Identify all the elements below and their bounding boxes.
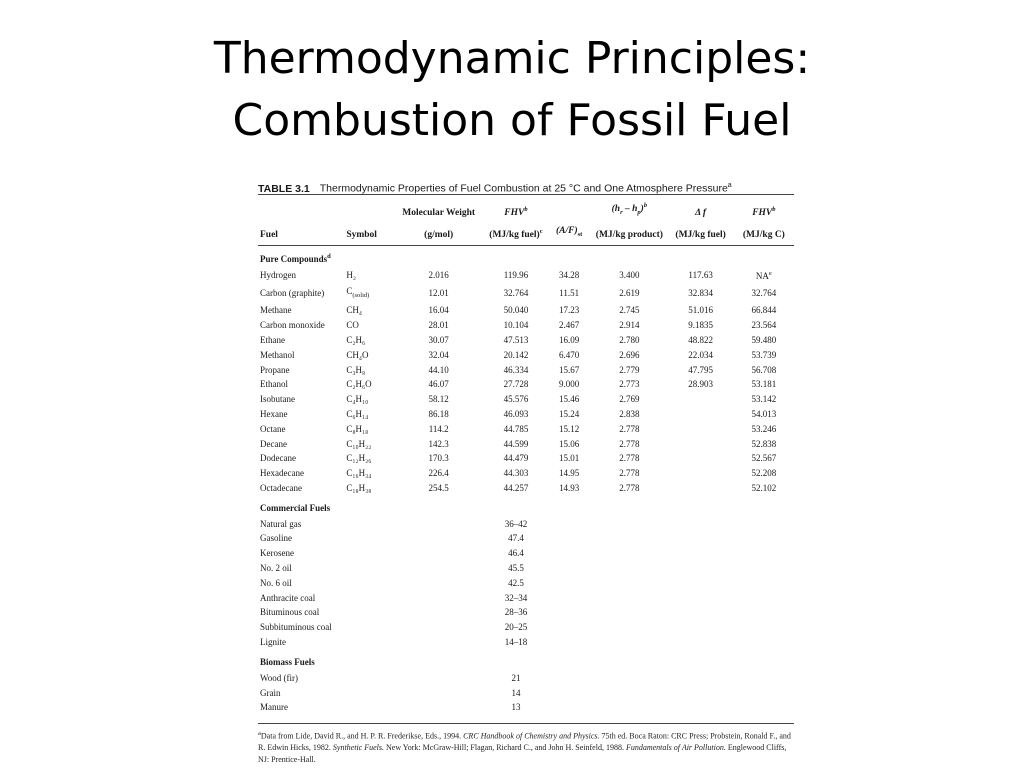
table-number: TABLE 3.1 [258, 182, 310, 195]
cell-hr: 2.778 [619, 482, 640, 493]
cell-fhv: 44.599 [503, 438, 529, 449]
section-pure-compounds: Pure Compounds$^d$ [260, 253, 331, 265]
section-label: Pure Compounds [260, 254, 328, 265]
cell-df [668, 605, 734, 620]
cell-fhvc [734, 635, 794, 650]
cell-symbol [346, 517, 392, 532]
cell-hr [591, 635, 667, 650]
cell-hr [591, 546, 667, 561]
cell-mw: 44.10 [428, 364, 449, 375]
cell-hr: 2.778 [619, 438, 640, 449]
cell-mw: 46.07 [428, 379, 449, 390]
cell-fhv: 20.142 [503, 349, 529, 360]
cell-fuel: Subbituminous coal [260, 622, 332, 633]
header-df-top: Δ f [695, 208, 707, 219]
cell-af: 15.67 [559, 364, 580, 375]
cell-hr: 2.773 [619, 379, 640, 390]
cell-mw [393, 700, 485, 715]
cell-hr [591, 576, 667, 591]
table-row [258, 561, 794, 576]
cell-df: 9.1835 [688, 320, 713, 331]
cell-af: 15.06 [559, 438, 580, 449]
cell-symbol [346, 531, 392, 546]
cell-symbol: C₆H₁₄ [346, 408, 369, 419]
section-biomass-fuels [258, 650, 794, 671]
cell-fhvc: 59.480 [751, 334, 777, 345]
cell-symbol [346, 576, 392, 591]
cell-hr: 3.400 [619, 269, 640, 280]
cell-hr [591, 605, 667, 620]
cell-fhvc: 53.181 [751, 379, 777, 390]
cell-hr: 2.914 [619, 320, 640, 331]
cell-af [547, 576, 591, 591]
table-row [258, 267, 794, 284]
table-row [258, 363, 794, 378]
cell-fhvc: 52.567 [751, 453, 777, 464]
table-row [258, 671, 794, 686]
cell-symbol: $C_{(solid)}$ [346, 285, 370, 299]
properties-table [258, 195, 794, 715]
cell-mw [393, 686, 485, 701]
header-fhv-top: FHV$^b$ [504, 205, 528, 219]
cell-fhv: 10.104 [503, 320, 529, 331]
cell-fhv: 46.334 [503, 364, 529, 375]
cell-fhvc [734, 591, 794, 606]
cell-df: 28.903 [688, 379, 713, 390]
cell-hr [591, 671, 667, 686]
cell-mw: 170.3 [428, 453, 449, 464]
table-row [258, 517, 794, 532]
cell-af [547, 531, 591, 546]
cell-df [668, 422, 734, 437]
cell-symbol [346, 620, 392, 635]
header-hr-unit: (MJ/kg product) [591, 220, 667, 245]
cell-af: 15.24 [559, 408, 580, 419]
cell-fuel: Ethanol [260, 379, 288, 390]
table-row [258, 348, 794, 363]
table-row [258, 591, 794, 606]
cell-symbol [346, 671, 392, 686]
cell-hr [591, 700, 667, 715]
table-row [258, 437, 794, 452]
cell-af [547, 620, 591, 635]
cell-df [668, 591, 734, 606]
cell-fuel: Natural gas [260, 518, 302, 529]
cell-symbol: C₁₀H₂₂ [346, 438, 372, 449]
cell-af [547, 635, 591, 650]
cell-fhvc: 53.142 [751, 394, 777, 405]
cell-fuel: Hexane [260, 408, 288, 419]
cell-fhvc: 23.564 [751, 320, 777, 331]
cell-af: 15.46 [559, 394, 580, 405]
table-row [258, 284, 794, 304]
cell-af [547, 517, 591, 532]
cell-fhv: 45.5 [508, 563, 524, 574]
cell-symbol [346, 635, 392, 650]
cell-hr: 2.778 [619, 468, 640, 479]
cell-hr: 2.838 [619, 408, 640, 419]
table-caption [258, 178, 794, 195]
cell-af [547, 561, 591, 576]
cell-af: 6.470 [559, 349, 580, 360]
cell-symbol [346, 546, 392, 561]
cell-fhvc [734, 561, 794, 576]
cell-df [668, 517, 734, 532]
cell-df: 32.834 [688, 288, 713, 299]
cell-symbol [346, 686, 392, 701]
cell-hr [591, 517, 667, 532]
cell-fhv: 42.5 [508, 577, 524, 588]
cell-fhv: 50.040 [503, 305, 529, 316]
cell-fhvc [734, 576, 794, 591]
header-symbol: Symbol [346, 220, 392, 245]
cell-fuel: Gasoline [260, 533, 292, 544]
cell-df: 47.795 [688, 364, 713, 375]
table-row [258, 481, 794, 496]
cell-mw: 142.3 [428, 438, 449, 449]
cell-af: 15.12 [559, 423, 580, 434]
header-fhv-unit: (MJ/kg fuel)$^c$ [485, 220, 547, 245]
cell-df: 51.016 [688, 305, 713, 316]
header-af: $(A/F)_{st}$ [547, 220, 591, 245]
header-fuel: Fuel [258, 220, 346, 245]
cell-mw [393, 531, 485, 546]
cell-fhv: 46.4 [508, 548, 524, 559]
cell-fhvc: 66.844 [751, 305, 777, 316]
table-row [258, 303, 794, 318]
cell-mw [393, 561, 485, 576]
cell-fuel: Octadecane [260, 482, 302, 493]
cell-fuel: Manure [260, 702, 288, 713]
cell-symbol: CH₄ [346, 305, 362, 316]
header-hr-top: $(h_r - h_p)^b$ [611, 202, 648, 217]
table-row [258, 377, 794, 392]
table-row [258, 466, 794, 481]
cell-af: 14.93 [559, 482, 580, 493]
header-row-top [258, 195, 794, 220]
section-commercial-fuels [258, 496, 794, 517]
cell-fuel: Wood (fir) [260, 672, 299, 683]
cell-symbol: C₃H₈ [346, 364, 366, 375]
cell-df [668, 686, 734, 701]
cell-af: 14.95 [559, 468, 580, 479]
cell-mw [393, 605, 485, 620]
cell-af [547, 671, 591, 686]
cell-df [668, 576, 734, 591]
cell-df [668, 546, 734, 561]
cell-fhvc [734, 546, 794, 561]
cell-symbol: CH₄O [346, 349, 369, 360]
cell-symbol: CO [346, 320, 359, 331]
cell-af: 17.23 [559, 305, 580, 316]
cell-df [668, 531, 734, 546]
table-row [258, 576, 794, 591]
cell-fhv: 47.4 [508, 533, 524, 544]
cell-fhvc: 53.739 [751, 349, 777, 360]
cell-fuel: Ethane [260, 334, 285, 345]
cell-fuel: Hexadecane [260, 468, 304, 479]
cell-mw [393, 620, 485, 635]
header-fhvc-unit: (MJ/kg C) [734, 220, 794, 245]
cell-mw: 32.04 [428, 349, 449, 360]
table-caption-text: Thermodynamic Properties of Fuel Combustion at 25 °C and One Atmosphere Pressure [319, 182, 728, 195]
table-row [258, 318, 794, 333]
cell-mw: 86.18 [428, 408, 449, 419]
cell-fhv: 32.764 [503, 288, 529, 299]
cell-hr: 2.778 [619, 423, 640, 434]
cell-fhvc [734, 700, 794, 715]
cell-fuel: Methanol [260, 349, 295, 360]
cell-symbol: C₈H₁₈ [346, 423, 369, 434]
cell-hr [591, 620, 667, 635]
cell-fuel: Anthracite coal [260, 592, 316, 603]
cell-hr [591, 531, 667, 546]
cell-fuel: Hydrogen [260, 269, 296, 280]
cell-mw [393, 591, 485, 606]
cell-fuel: Dodecane [260, 453, 296, 464]
cell-df: 48.822 [688, 334, 713, 345]
cell-df: 22.034 [688, 349, 713, 360]
cell-df [668, 700, 734, 715]
cell-df [668, 392, 734, 407]
cell-fuel: Methane [260, 305, 292, 316]
cell-fuel: Kerosene [260, 548, 294, 559]
slide-title-line-2: Combustion of Fossil Fuel [232, 95, 792, 146]
cell-fuel: No. 2 oil [260, 563, 292, 574]
cell-symbol: H₂ [346, 269, 356, 280]
cell-df [668, 620, 734, 635]
header-mw-unit: (g/mol) [393, 220, 485, 245]
cell-mw: 12.01 [428, 288, 449, 299]
cell-af [547, 546, 591, 561]
cell-fhv: 46.093 [503, 408, 529, 419]
cell-fhvc: 54.013 [751, 408, 777, 419]
cell-fuel: Propane [260, 364, 290, 375]
cell-mw: 58.12 [428, 394, 449, 405]
cell-mw: 114.2 [428, 423, 449, 434]
cell-af: 34.28 [559, 269, 580, 280]
header-df-unit: (MJ/kg fuel) [668, 220, 734, 245]
slide-title [0, 28, 1024, 152]
table-row [258, 620, 794, 635]
cell-mw: 16.04 [428, 305, 449, 316]
cell-fhv: 44.257 [503, 482, 529, 493]
cell-fuel: Decane [260, 438, 287, 449]
cell-fuel: Bituminous coal [260, 607, 320, 618]
header-mw-top: Molecular Weight [402, 208, 476, 219]
cell-symbol: C₁₂H₂₆ [346, 453, 372, 464]
table-row [258, 407, 794, 422]
cell-symbol: C₂H₆O [346, 379, 372, 390]
cell-symbol: C₁₈H₃₈ [346, 482, 372, 493]
cell-symbol [346, 605, 392, 620]
cell-mw: 254.5 [428, 482, 449, 493]
cell-fuel: Grain [260, 687, 281, 698]
cell-fhv: 47.513 [503, 334, 529, 345]
cell-af: 11.51 [559, 288, 580, 299]
cell-fhv: 45.576 [503, 394, 529, 405]
table-row [258, 546, 794, 561]
cell-fhvc [734, 686, 794, 701]
cell-symbol [346, 591, 392, 606]
cell-df [668, 451, 734, 466]
cell-fhv: 28–36 [504, 607, 528, 618]
cell-mw: 28.01 [428, 320, 449, 331]
header-fhvc-top: FHV$^b$ [752, 205, 776, 219]
cell-fhvc: 52.102 [751, 482, 777, 493]
table-row [258, 686, 794, 701]
cell-fhv: 32–34 [504, 592, 528, 603]
table-figure [258, 178, 794, 765]
cell-df [668, 407, 734, 422]
cell-fhv: 44.479 [503, 453, 529, 464]
cell-df: 117.63 [688, 269, 713, 280]
cell-df [668, 671, 734, 686]
cell-fhvc: 52.838 [751, 438, 777, 449]
slide-title-line-1: Thermodynamic Principles: [213, 33, 811, 84]
table-row [258, 700, 794, 715]
cell-mw: 2.016 [428, 269, 449, 280]
cell-fhv: 119.96 [503, 269, 529, 280]
table-row [258, 333, 794, 348]
cell-hr: 2.696 [619, 349, 640, 360]
section-label: Biomass Fuels [260, 656, 315, 667]
cell-mw [393, 635, 485, 650]
cell-af [547, 700, 591, 715]
cell-fuel: Lignite [260, 637, 286, 648]
header-row-bottom [258, 220, 794, 245]
cell-af: 16.09 [559, 334, 580, 345]
section-label: Commercial Fuels [260, 502, 331, 513]
cell-fhv: 36–42 [504, 518, 528, 529]
cell-af: 9.000 [559, 379, 580, 390]
cell-symbol: C₄H₁₀ [346, 394, 369, 405]
cell-symbol [346, 700, 392, 715]
cell-fhv: 20–25 [504, 622, 528, 633]
cell-af: 2.467 [559, 320, 580, 331]
cell-af [547, 686, 591, 701]
cell-fhv: 21 [511, 672, 521, 683]
cell-df [668, 481, 734, 496]
cell-fhv: 13 [511, 702, 521, 713]
table-footnote: $^a$Data from Lide, David R., and H. P. R. Frederikse, Eds., 1994. CRC Handbook of Chemistry and Physics. 75th ed. Boca Raton: CRC Press; Probstein, Ronald F., and R. Edwin Hicks, 1982. Synthetic Fuels. New York: McGraw-Hill; Flagan, Richard C., and John H. Seinfeld, 1988. Fundamentals of Air Pollution. Englewood Cliffs, NJ: Prentice-Hall. [258, 723, 794, 765]
cell-hr: 2.780 [619, 334, 640, 345]
cell-fuel: Octane [260, 423, 286, 434]
cell-mw [393, 546, 485, 561]
cell-hr: 2.745 [619, 305, 640, 316]
cell-fhv: 44.785 [503, 423, 529, 434]
cell-df [668, 561, 734, 576]
cell-mw [393, 517, 485, 532]
table-row [258, 392, 794, 407]
cell-fhv: 44.303 [503, 468, 529, 479]
cell-fhvc: 32.764 [751, 288, 777, 299]
cell-hr [591, 591, 667, 606]
cell-hr [591, 686, 667, 701]
cell-symbol: C₁₆H₃₄ [346, 468, 372, 479]
cell-fhvc [734, 620, 794, 635]
cell-mw [393, 576, 485, 591]
cell-hr [591, 561, 667, 576]
cell-fhvc [734, 605, 794, 620]
table-body [258, 245, 794, 715]
cell-fuel: Carbon monoxide [260, 320, 325, 331]
cell-symbol [346, 561, 392, 576]
table-caption-mark: a [727, 182, 732, 189]
cell-fhvc: $NA^e$ [755, 269, 772, 281]
cell-fuel: Isobutane [260, 394, 295, 405]
cell-fuel: No. 6 oil [260, 577, 292, 588]
table-row [258, 531, 794, 546]
cell-fhvc [734, 517, 794, 532]
cell-mw: 30.07 [428, 334, 449, 345]
cell-mw: 226.4 [428, 468, 449, 479]
cell-fuel: Carbon (graphite) [260, 288, 325, 299]
cell-hr: 2.779 [619, 364, 640, 375]
cell-df [668, 466, 734, 481]
table-row [258, 635, 794, 650]
cell-df [668, 437, 734, 452]
cell-fhvc [734, 531, 794, 546]
cell-af [547, 591, 591, 606]
cell-hr: 2.619 [619, 288, 640, 299]
cell-fhv: 14–18 [504, 637, 528, 648]
cell-fhv: 27.728 [503, 379, 529, 390]
cell-hr: 2.778 [619, 453, 640, 464]
cell-fhvc: 52.208 [751, 468, 777, 479]
table-row [258, 422, 794, 437]
cell-fhvc [734, 671, 794, 686]
cell-df [668, 635, 734, 650]
cell-af [547, 605, 591, 620]
table-row [258, 605, 794, 620]
cell-hr: 2.769 [619, 394, 640, 405]
cell-symbol: C₂H₆ [346, 334, 366, 345]
table-row [258, 451, 794, 466]
cell-af: 15.01 [559, 453, 580, 464]
cell-fhvc: 56.708 [751, 364, 777, 375]
cell-fhv: 14 [511, 687, 521, 698]
cell-fhvc: 53.246 [751, 423, 777, 434]
cell-mw [393, 671, 485, 686]
